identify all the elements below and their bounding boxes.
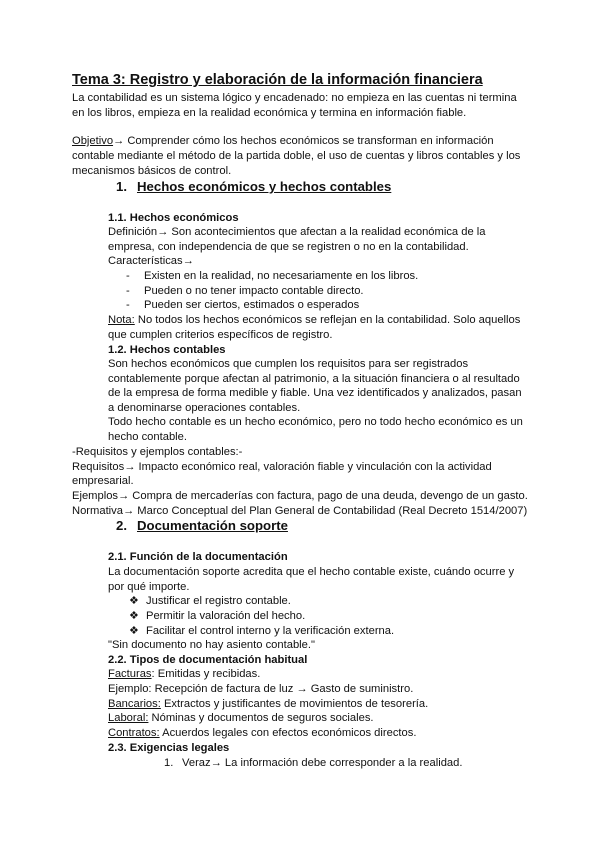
note-line-2: que cumplen criterios específicos de registro. [108, 329, 333, 341]
laboral-label: Laboral: [108, 712, 149, 724]
dash-bullet: - [126, 299, 130, 311]
diamond-bullet-icon: ❖ [129, 610, 140, 622]
laboral-line [108, 711, 374, 725]
intro-line-2: en los libros, empieza en la realidad económica y termina en información fiable. [72, 107, 467, 119]
quote-line: "Sin documento no hay asiento contable." [108, 639, 315, 651]
subsection-1-1-title: 1.1. Hechos económicos [108, 212, 239, 224]
contable-line-4: a denominarse operaciones contables. [108, 402, 301, 414]
diamond-bullet-icon: ❖ [129, 595, 140, 607]
definition-line-1: Definición→ Son acontecimientos que afectan a la realidad económica de la [108, 226, 486, 238]
note-label: Nota: [108, 314, 135, 326]
facturas-text: : Emitidas y recibidas. [151, 668, 261, 680]
intro-line-1: La contabilidad es un sistema lógico y encadenado: no empieza en las cuentas ni termina [72, 92, 517, 104]
requirements-heading: -Requisitos y ejemplos contables:- [72, 446, 243, 458]
subsection-1-2-title: 1.2. Hechos contables [108, 344, 226, 356]
facturas-line [108, 667, 260, 681]
note-text: No todos los hechos económicos se reflejan en la contabilidad. Solo aquellos [134, 314, 521, 326]
requirements-line-1: Requisitos→ Impacto económico real, valoración fiable y vinculación con la actividad [72, 461, 492, 473]
section-2-title: Documentación soporte [137, 518, 288, 533]
characteristics-label: Características→ [108, 255, 194, 267]
objective-label: Objetivo [72, 135, 114, 147]
contratos-label: Contratos: [108, 727, 160, 739]
contable-line-3: de la empresa de forma medible y fiable. Una vez identificados y analizados, pasan [108, 387, 522, 399]
note-line-1 [108, 313, 520, 327]
requirements-line-2: empresarial. [72, 475, 134, 487]
characteristic-item: Pueden ser ciertos, estimados o esperados [144, 299, 360, 311]
dash-bullet: - [126, 285, 130, 297]
characteristic-item: Pueden o no tener impacto contable directo. [144, 285, 364, 297]
function-item: Permitir la valoración del hecho. [146, 610, 306, 622]
contable-line-5: Todo hecho contable es un hecho económico, pero no todo hecho económico es un [108, 416, 523, 428]
laboral-text: Nóminas y documentos de seguros sociales. [148, 712, 374, 724]
legal-item-number: 1. [164, 757, 174, 769]
objective-text: → Comprender cómo los hechos económicos se transforman en información [113, 135, 494, 147]
function-item: Justificar el registro contable. [146, 595, 291, 607]
examples-line: Ejemplos→ Compra de mercaderías con factura, pago de una deuda, devengo de un gasto. [72, 490, 528, 502]
bancarios-text: Extractos y justificantes de movimientos de tesorería. [160, 698, 429, 710]
function-line-2: por qué importe. [108, 581, 190, 593]
section-2-heading [137, 518, 288, 534]
contratos-text: Acuerdos legales con efectos económicos directos. [159, 727, 417, 739]
section-1-title: Hechos económicos y hechos contables [137, 179, 392, 194]
objective-line-1 [72, 134, 494, 148]
bancarios-line [108, 697, 428, 711]
contratos-line [108, 726, 416, 740]
definition-line-2: empresa, con independencia de que se registren o no en la contabilidad. [108, 241, 469, 253]
characteristic-item: Existen en la realidad, no necesariamente en los libros. [144, 270, 419, 282]
subsection-2-2-title: 2.2. Tipos de documentación habitual [108, 654, 308, 666]
objective-line-2: contable mediante el método de la partida doble, el uso de cuentas y libros contables y los [72, 150, 521, 162]
page-title: Tema 3: Registro y elaboración de la información financiera [72, 72, 483, 88]
contable-line-2: contablemente porque afectan al patrimonio, a la situación financiera o al resultado [108, 373, 520, 385]
subsection-2-1-title: 2.1. Función de la documentación [108, 551, 288, 563]
objective-line-3: mecanismos básicos de control. [72, 165, 232, 177]
section-1-heading [137, 179, 391, 195]
section-2-number: 2. [116, 518, 127, 533]
contable-line-6: hecho contable. [108, 431, 187, 443]
bancarios-label: Bancarios: [108, 698, 161, 710]
facturas-label: Facturas [108, 668, 152, 680]
normativa-line: Normativa→ Marco Conceptual del Plan General de Contabilidad (Real Decreto 1514/2007) [72, 505, 528, 517]
dash-bullet: - [126, 270, 130, 282]
ejemplo-line: Ejemplo: Recepción de factura de luz → Gasto de suministro. [108, 683, 414, 695]
function-item: Facilitar el control interno y la verificación externa. [146, 625, 395, 637]
subsection-2-3-title: 2.3. Exigencias legales [108, 742, 230, 754]
legal-item: Veraz→ La información debe corresponder a la realidad. [182, 757, 463, 769]
contable-line-1: Son hechos económicos que cumplen los requisitos para ser registrados [108, 358, 469, 370]
diamond-bullet-icon: ❖ [129, 625, 140, 637]
function-line-1: La documentación soporte acredita que el hecho contable existe, cuándo ocurre y [108, 566, 515, 578]
section-1-number: 1. [116, 179, 127, 194]
